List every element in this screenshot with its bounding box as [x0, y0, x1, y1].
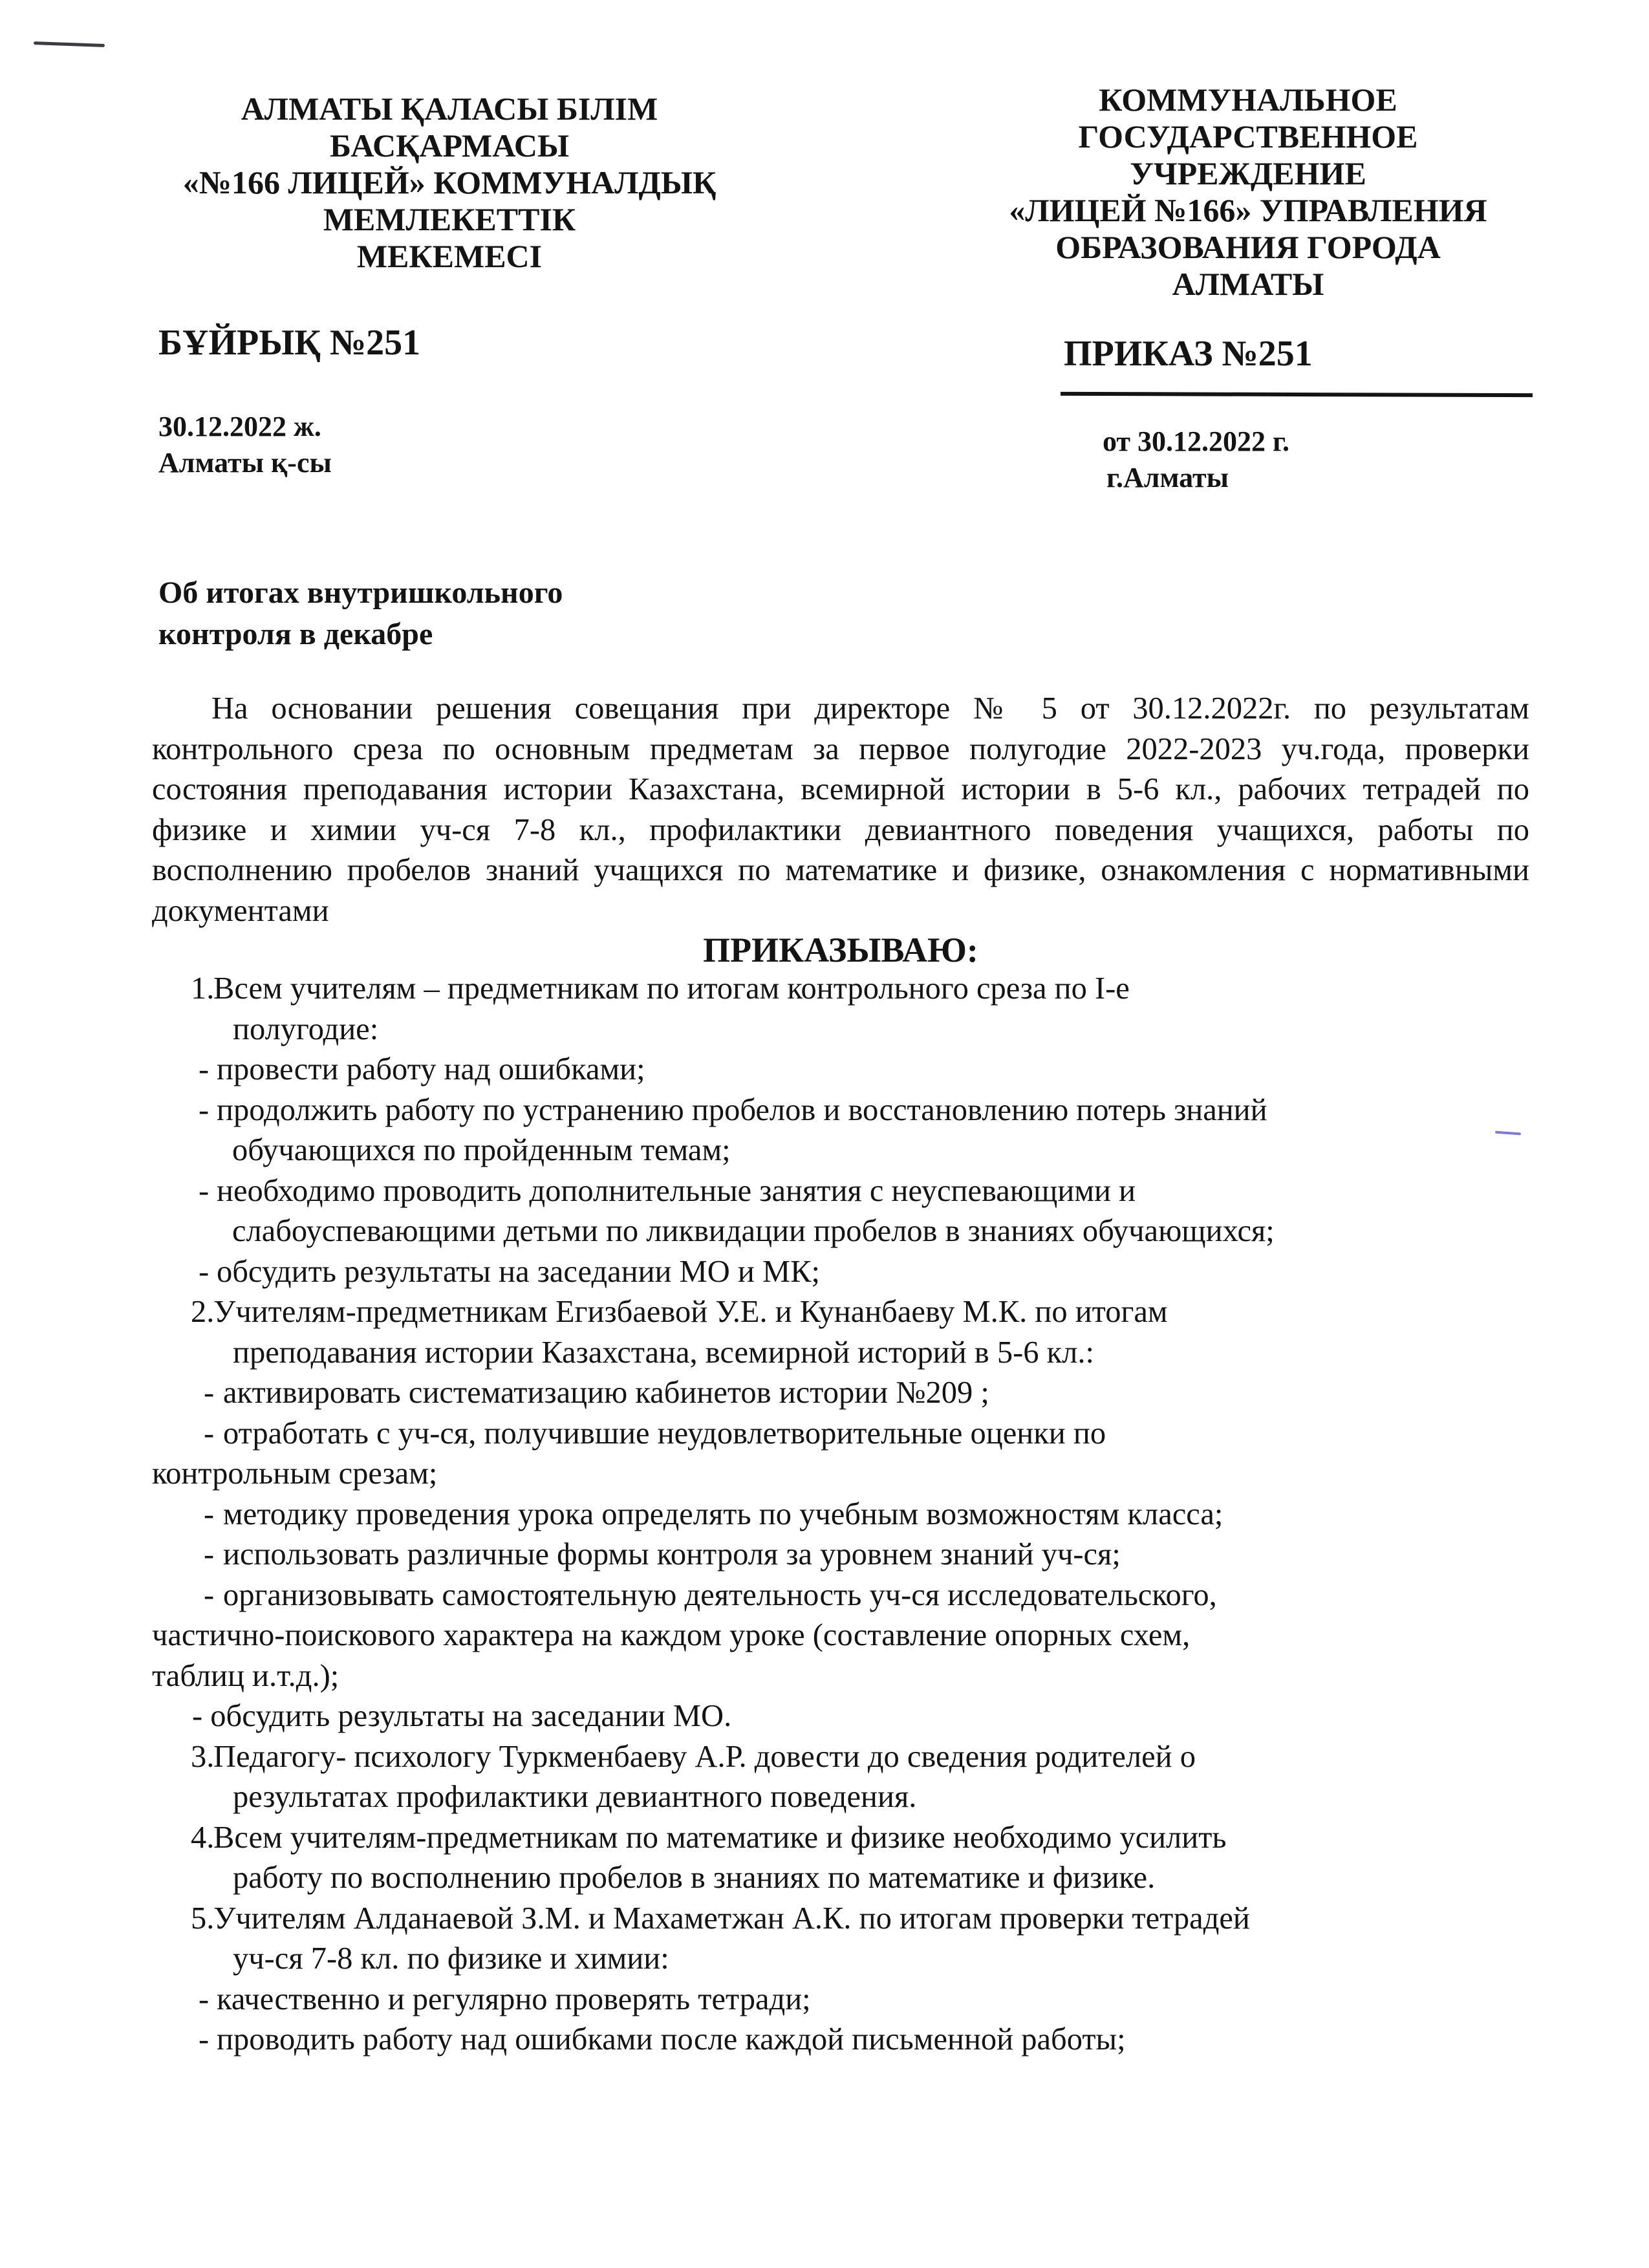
item-text-cont: результатах профилактики девиантного поведения.: [233, 1780, 917, 1814]
date-place-kz: [158, 409, 332, 481]
order-heading: ПРИКАЗЫВАЮ:: [703, 931, 978, 969]
date-place-ru: [1103, 424, 1289, 496]
item-text: провести работу над ошибками;: [217, 1052, 645, 1086]
item-text: Всем учителям-предметникам по математике и физике необходимо усилить: [213, 1820, 1227, 1855]
scan-artifact-mark: [34, 41, 105, 47]
list-item: [152, 1899, 1529, 1980]
header-ru-line: «ЛИЦЕЙ №166» УПРАВЛЕНИЯ: [1009, 192, 1487, 228]
list-item: [152, 1292, 1529, 1373]
item-text: методику проведения урока определять по учебным возможностям класса;: [223, 1496, 1223, 1531]
item-text: Учителям Алданаевой З.М. и Махаметжан А.К. по итогам проверки тетрадей: [213, 1901, 1250, 1936]
dash-bullet: -: [204, 1537, 215, 1571]
intro-paragraph: На основании решения совещания при директоре № 5 от 30.12.2022г. по результатам контрольного среза по основным предметам за первое полугодие 2022-2023 уч.года, проверки состояния преподавания истории Казахстана, всемирной истории в 5-6 кл., рабочих тетрадей по физике и химии уч-ся 7-8 кл., профилактики девиантного поведения учащихся, работы по восполнению пробелов знаний учащихся по математике и физике, ознакомления с нормативными документами: [152, 691, 1529, 928]
list-item: [152, 1171, 1529, 1252]
item-text-cont: слабоуспевающими детьми по ликвидации пробелов в знаниях обучающихся;: [232, 1214, 1275, 1248]
header-kz-line: АЛМАТЫ ҚАЛАСЫ БІЛІМ: [241, 91, 658, 127]
dash-bullet: -: [192, 1699, 203, 1733]
list-item: [152, 1737, 1529, 1818]
city-ru: г.Алматы: [1106, 462, 1229, 493]
list-item: [152, 1696, 1529, 1737]
dash-bullet: -: [204, 1416, 215, 1451]
list-item: [152, 1575, 1529, 1697]
list-item: [152, 1535, 1529, 1575]
item-number: 3.: [191, 1739, 215, 1774]
item-number: 1.: [191, 971, 215, 1006]
city-kz: Алматы қ-сы: [158, 447, 332, 479]
dash-bullet: -: [204, 1496, 215, 1531]
header-ru-line: ОБРАЗОВАНИЯ ГОРОДА: [1055, 229, 1441, 265]
subject-line: Об итогах внутришкольного: [158, 576, 563, 610]
dash-bullet: -: [199, 1982, 210, 2016]
item-number: 4.: [191, 1820, 215, 1855]
list-item: [152, 1252, 1529, 1293]
item-text-cont: обучающихся по пройденным темам;: [232, 1133, 731, 1167]
item-text: отработать с уч-ся, получившие неудовлетворительные оценки по: [223, 1416, 1106, 1451]
item-text: необходимо проводить дополнительные занятия с неуспевающими и: [217, 1173, 1136, 1208]
header-kz-line: БАСҚАРМАСЫ: [329, 127, 570, 164]
header-ru-line: КОММУНАЛЬНОЕ: [1099, 81, 1397, 118]
item-text-cont: уч-ся 7-8 кл. по физике и химии:: [233, 1941, 669, 1976]
dash-bullet: -: [199, 1052, 210, 1086]
list-item: [152, 969, 1529, 1050]
list-item: [152, 1414, 1529, 1495]
item-text-cont: полугодие:: [233, 1011, 379, 1046]
item-text-cont: частично-поискового характера на каждом уроке (составление опорных схем,: [152, 1618, 1191, 1652]
list-item: [152, 1050, 1529, 1090]
header-kz-line: МЕМЛЕКЕТТІК: [323, 201, 576, 237]
item-text-cont: таблиц и.т.д.);: [152, 1658, 339, 1693]
item-text: активировать систематизацию кабинетов истории №209 ;: [223, 1376, 989, 1410]
item-text-cont: преподавания истории Казахстана, всемирной историй в 5-6 кл.:: [233, 1335, 1094, 1370]
list-item: [152, 2020, 1529, 2060]
header-ru: [951, 81, 1546, 303]
item-number: 5.: [191, 1901, 215, 1936]
document-subject: [158, 572, 563, 655]
item-text: Всем учителям – предметникам по итогам контрольного среза по I-е: [213, 971, 1130, 1006]
order-number-kz: БҰЙРЫҚ №251: [158, 323, 421, 363]
item-text-cont: работу по восполнению пробелов в знаниях по математике и физике.: [233, 1861, 1156, 1895]
header-ru-line: УЧРЕЖДЕНИЕ: [1130, 155, 1366, 191]
list-item: [152, 1980, 1529, 2020]
dash-bullet: -: [199, 1254, 210, 1289]
dash-bullet: -: [199, 1173, 210, 1208]
item-text: проводить работу над ошибками после каждой письменной работы;: [217, 2022, 1126, 2057]
document-body: [152, 689, 1529, 2060]
header-ru-line: ГОСУДАРСТВЕННОЕ: [1078, 118, 1418, 155]
list-item: [152, 1090, 1529, 1171]
item-text: обсудить результаты на заседании МО и МК;: [217, 1254, 820, 1289]
dash-bullet: -: [199, 2022, 210, 2057]
list-item: [152, 1495, 1529, 1535]
item-text: Учителям-предметникам Егизбаевой У.Е. и Кунанбаеву М.К. по итогам: [213, 1295, 1168, 1329]
item-text: организовывать самостоятельную деятельность уч-ся исследовательского,: [223, 1577, 1217, 1612]
item-text: качественно и регулярно проверять тетради;: [217, 1982, 811, 2016]
list-item: [152, 1373, 1529, 1414]
item-text: обсудить результаты на заседании МО.: [210, 1699, 732, 1733]
dash-bullet: -: [204, 1577, 215, 1612]
header-kz-line: «№166 ЛИЦЕЙ» КОММУНАЛДЫҚ: [182, 164, 717, 200]
dash-bullet: -: [199, 1092, 210, 1127]
subject-line: контроля в декабре: [158, 617, 433, 651]
header-divider: [1061, 392, 1533, 397]
date-kz: 30.12.2022 ж.: [158, 411, 321, 442]
item-number: 2.: [191, 1295, 215, 1329]
item-text: использовать различные формы контроля за уровнем знаний уч-ся;: [223, 1537, 1121, 1571]
list-item: [152, 1818, 1529, 1899]
header-ru-line: АЛМАТЫ: [1172, 266, 1324, 302]
order-number-ru: ПРИКАЗ №251: [1064, 334, 1313, 374]
header-kz-line: МЕКЕМЕСІ: [356, 238, 543, 274]
header-kz: [149, 91, 750, 275]
date-ru: от 30.12.2022 г.: [1103, 426, 1290, 457]
item-text-cont: контрольным срезам;: [152, 1456, 438, 1491]
item-text: Педагогу- психологу Туркменбаеву А.Р. довести до сведения родителей о: [213, 1739, 1196, 1774]
dash-bullet: -: [204, 1376, 215, 1410]
item-text: продолжить работу по устранению пробелов и восстановлению потерь знаний: [217, 1092, 1267, 1127]
